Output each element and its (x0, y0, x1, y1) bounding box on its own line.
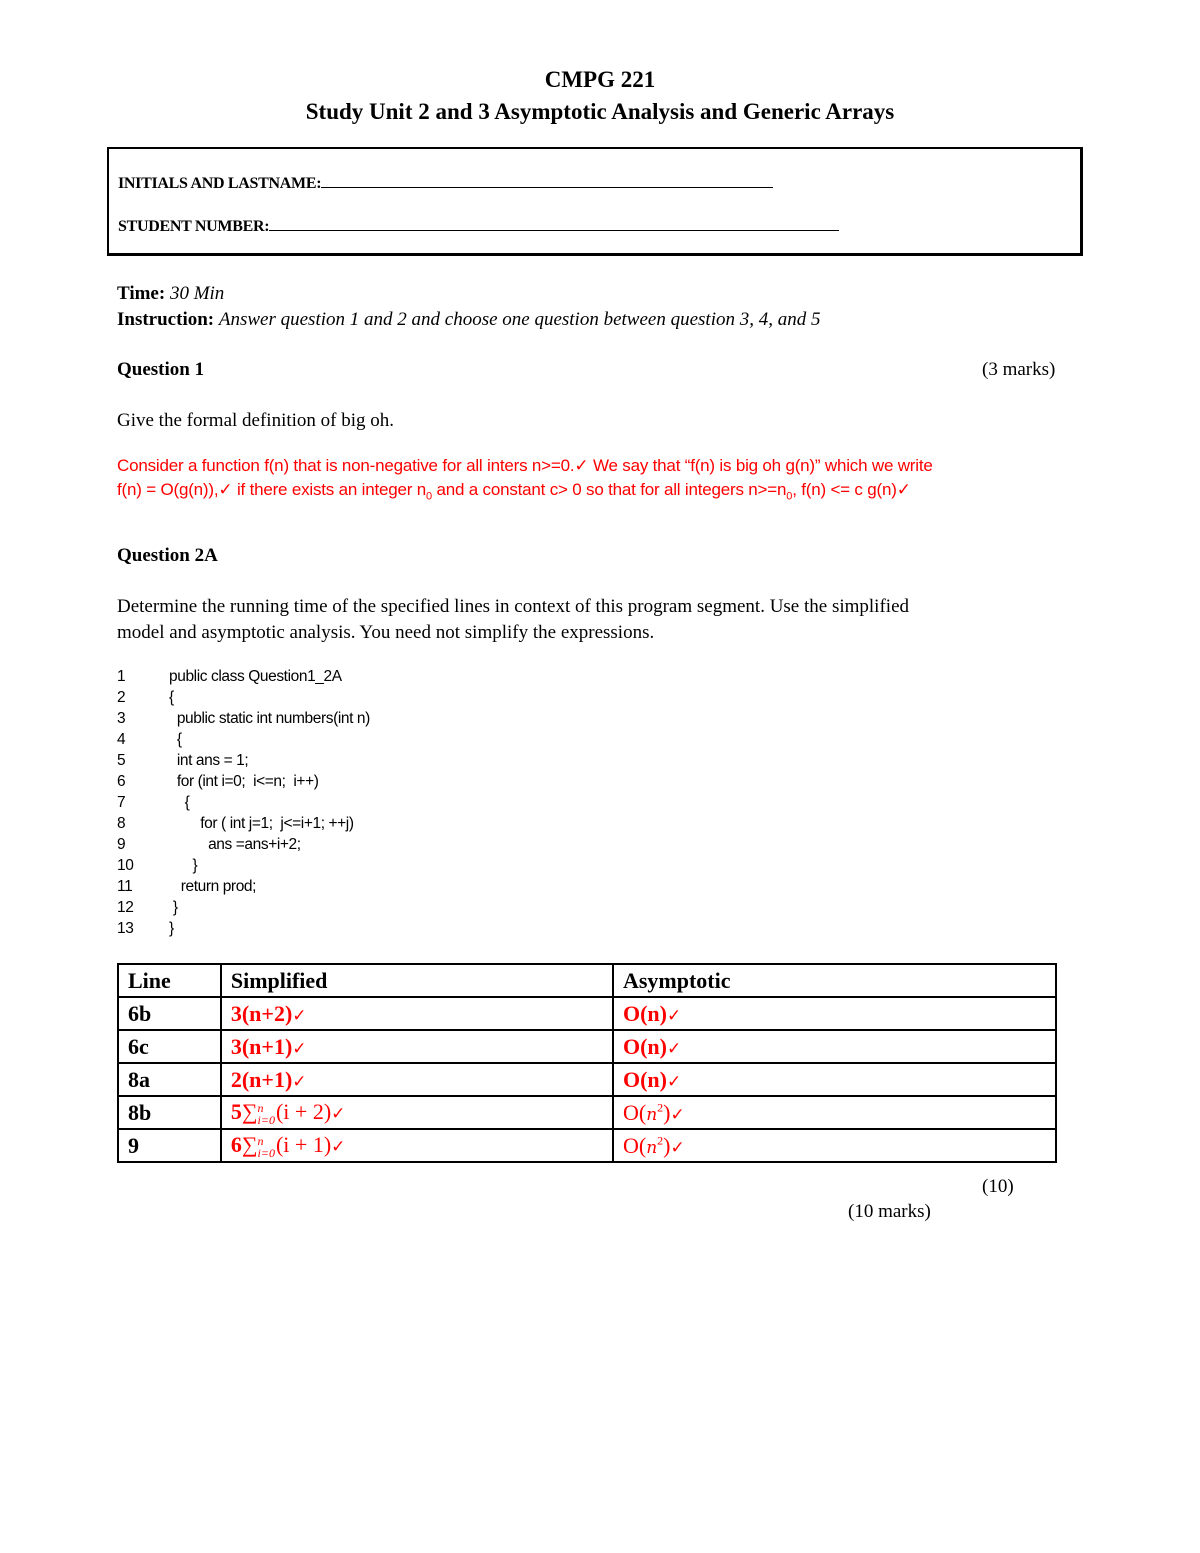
code-line (117, 899, 617, 920)
code-line (117, 815, 617, 836)
check-icon: ✓ (666, 1005, 682, 1026)
simplified-cell: 3(n+2)✓ (221, 997, 613, 1030)
question1-marks: (3 marks) (982, 359, 1056, 380)
table-row (118, 1096, 1056, 1129)
question2a-prompt-line2: model and asymptotic analysis. You need not simplify the expressions. (117, 622, 655, 643)
code-line (117, 878, 617, 899)
subscript-zero: 0 (786, 490, 793, 503)
sub-marks: (10) (982, 1176, 1014, 1197)
code-line (117, 920, 617, 941)
student-number-input-line[interactable] (269, 216, 839, 231)
code-line-source: int ans = 1; (169, 752, 249, 769)
course-code: CMPG 221 (544, 67, 656, 92)
check-icon: ✓ (666, 1071, 682, 1092)
question2a-prompt-line1: Determine the running time of the specified lines in context of this program segment. Use the simplified (117, 596, 909, 617)
check-icon: ✓ (670, 1137, 685, 1158)
asymptotic-cell: $O(n^2)✓$ (613, 1129, 1056, 1162)
line-cell: 8b (118, 1096, 221, 1129)
code-listing (117, 668, 617, 941)
table-row (118, 1063, 1056, 1096)
code-line-number: 7 (117, 794, 126, 811)
check-icon: ✓ (292, 1005, 307, 1026)
code-line-number: 6 (117, 773, 126, 790)
header-line: Line (118, 964, 221, 997)
code-line-source: public class Question1_2A (169, 668, 342, 685)
code-line (117, 731, 617, 752)
code-line-number: 2 (117, 689, 126, 706)
subscript-zero: 0 (426, 490, 432, 503)
check-icon: ✓ (331, 1137, 346, 1158)
code-line-number: 5 (117, 752, 126, 769)
simplified-cell: 2(n+1)✓ (221, 1063, 613, 1096)
sum-symbol: ∑ (241, 1132, 258, 1158)
code-line-source: { (169, 689, 174, 706)
instruction-value: Answer question 1 and 2 and choose one question between question 3, 4, and 5 (218, 309, 821, 330)
asymptotic-cell: O(n)✓ (613, 1063, 1056, 1096)
question1-answer-line2 (117, 480, 911, 502)
answer-part-c: , f(n) <= c g(n)✓ (792, 480, 911, 499)
table-row (118, 1030, 1056, 1063)
asymptotic-cell: O(n)✓ (613, 997, 1056, 1030)
code-line-source: } (169, 920, 174, 937)
check-icon: ✓ (292, 1038, 307, 1059)
code-line-number: 10 (117, 857, 134, 874)
page-title: Study Unit 2 and 3 Asymptotic Analysis and Generic Arrays (305, 99, 895, 124)
question1-answer-line1: Consider a function f(n) that is non-negative for all inters n>=0.✓ We say that “f(n) is big oh g(n)” which we write (117, 456, 933, 475)
code-line (117, 836, 617, 857)
answer-part-a: f(n) = O(g(n)),✓ if there exists an integer n (117, 480, 427, 499)
line-cell: 8a (118, 1063, 221, 1096)
name-label: INITIALS AND LASTNAME: (118, 175, 322, 192)
question1-heading: Question 1 (117, 359, 205, 380)
code-line-number: 12 (117, 899, 134, 916)
code-line-source: for (int i=0; i<=n; i++) (169, 773, 319, 790)
table-row (118, 997, 1056, 1030)
question2a-marks: (10 marks) (848, 1201, 931, 1222)
table-header-row (118, 964, 1056, 997)
check-icon: ✓ (666, 1038, 682, 1059)
code-line (117, 752, 617, 773)
code-line (117, 794, 617, 815)
code-line-source: public static int numbers(int n) (169, 710, 370, 727)
code-line (117, 710, 617, 731)
table-row (118, 1129, 1056, 1162)
code-line-number: 8 (117, 815, 126, 832)
instruction-row (117, 309, 820, 331)
code-line-number: 11 (117, 878, 133, 895)
line-cell: 6b (118, 997, 221, 1030)
sum-limits: n i=0 (257, 1100, 275, 1127)
answer-part-b: and a constant c> 0 so that for all integers n>=n (431, 480, 787, 499)
student-info-box (107, 147, 1083, 256)
sum-symbol: ∑ (241, 1099, 258, 1125)
code-line (117, 857, 617, 878)
code-line (117, 689, 617, 710)
simplified-cell: 3(n+1)✓ (221, 1030, 613, 1063)
code-line-source: for ( int j=1; j<=i+1; ++j) (169, 815, 354, 832)
question1-prompt: Give the formal definition of big oh. (117, 410, 395, 431)
line-cell: 9 (118, 1129, 221, 1162)
code-line (117, 668, 617, 689)
code-line-source: } (169, 857, 198, 874)
question2a-heading: Question 2A (117, 545, 218, 566)
sum-limits: n i=0 (257, 1133, 275, 1160)
time-value: 30 Min (169, 283, 225, 304)
check-icon: ✓ (331, 1104, 346, 1125)
time-row (117, 283, 224, 305)
check-icon: ✓ (670, 1104, 685, 1125)
student-number-field-row (118, 216, 839, 236)
code-line-source: { (169, 731, 182, 748)
simplified-cell: 5∑ n i=0 (i + 2)✓ (221, 1096, 613, 1129)
code-line-number: 9 (117, 836, 126, 853)
code-line (117, 773, 617, 794)
code-line-number: 1 (117, 668, 126, 685)
asymptotic-cell: O(n)✓ (613, 1030, 1056, 1063)
student-number-label: STUDENT NUMBER: (118, 218, 270, 235)
simplified-cell: 6∑ n i=0 (i + 1)✓ (221, 1129, 613, 1162)
time-label: Time: (117, 283, 166, 304)
code-line-number: 13 (117, 920, 134, 937)
code-line-source: { (169, 794, 190, 811)
code-line-source: return prod; (169, 878, 257, 895)
code-line-number: 3 (117, 710, 126, 727)
answers-table (117, 963, 1057, 1163)
asymptotic-cell: $O(n^2)✓$ (613, 1096, 1056, 1129)
name-input-line[interactable] (321, 173, 773, 188)
instruction-label: Instruction: (117, 309, 215, 330)
header-asymptotic: Asymptotic (613, 964, 1056, 997)
name-field-row (118, 173, 773, 193)
code-line-source: ans =ans+i+2; (169, 836, 301, 853)
code-line-source: } (169, 899, 178, 916)
line-cell: 6c (118, 1030, 221, 1063)
code-line-number: 4 (117, 731, 126, 748)
header-simplified: Simplified (221, 964, 613, 997)
check-icon: ✓ (292, 1071, 307, 1092)
